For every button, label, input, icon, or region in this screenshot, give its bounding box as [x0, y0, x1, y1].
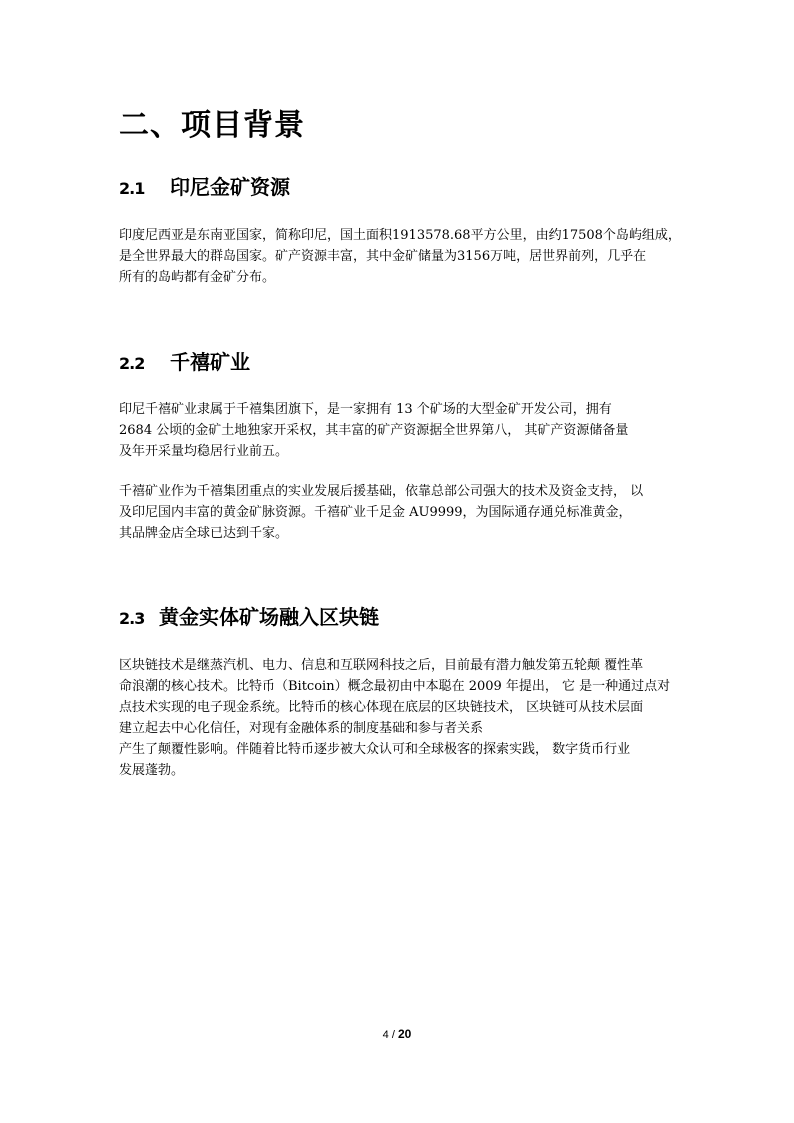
text-line: 2684 公顷的金矿土地独家开采权，其丰富的矿产资源据全世界第八， 其矿产资源储备量 — [119, 423, 629, 438]
section-title: 千禧矿业 — [170, 350, 250, 374]
section-heading-2-3 — [119, 603, 379, 633]
section-title: 印尼金矿资源 — [170, 175, 290, 199]
text-line: 建立起去中心化信任，对现有金融体系的制度基础和参与者关系 — [119, 721, 484, 736]
paragraph — [119, 399, 709, 462]
paragraph — [119, 225, 709, 288]
text-line: 发展蓬勃。 — [119, 763, 185, 778]
text-line: 千禧矿业作为千禧集团重点的实业发展后援基础，依靠总部公司强大的技术及资金支持， 以 — [119, 484, 644, 499]
text-line: 所有的岛屿都有金矿分布。 — [119, 270, 276, 285]
paragraph — [119, 655, 709, 781]
text-line: 产生了颠覆性影响。伴随着比特币逐步被大众认可和全球极客的探索实践， 数字货币行业 — [119, 742, 631, 757]
text-line: 及印尼国内丰富的黄金矿脉资源。千禧矿业千足金 AU9999，为国际通存通兑标准黄金， — [119, 505, 632, 520]
section-number: 2.2 — [119, 354, 145, 373]
page-total: 20 — [397, 1027, 412, 1041]
section-number: 2.1 — [119, 179, 145, 198]
page-current: 4 — [382, 1029, 389, 1041]
section-number: 2.3 — [119, 609, 145, 628]
text-line: 印尼千禧矿业隶属于千禧集团旗下，是一家拥有 13 个矿场的大型金矿开发公司，拥有 — [119, 402, 612, 417]
section-title: 黄金实体矿场融入区块链 — [159, 605, 379, 629]
page-separator: / — [388, 1029, 398, 1041]
section-heading-2-1 — [119, 173, 290, 203]
section-heading-2-2 — [119, 348, 250, 378]
page-heading: 二、项目背景 — [119, 108, 305, 143]
text-line: 区块链技术是继蒸汽机、电力、信息和互联网科技之后，目前最有潜力触发第五轮颠 覆性革 — [119, 658, 644, 673]
text-line: 点技术实现的电子现金系统。比特币的核心体现在底层的区块链技术， 区块链可从技术层面 — [119, 700, 644, 715]
page-number — [0, 1027, 794, 1041]
text-line: 印度尼西亚是东南亚国家，简称印尼，国土面积1913578.68平方公里，由约17508个岛屿组成， — [119, 228, 681, 243]
text-line: 是全世界最大的群岛国家。矿产资源丰富，其中金矿储量为3156万吨，居世界前列，几乎在 — [119, 249, 647, 264]
text-line: 及年开采量均稳居行业前五。 — [119, 444, 289, 459]
text-line: 其品牌金店全球已达到千家。 — [119, 526, 289, 541]
text-line: 命浪潮的核心技术。比特币（Bitcoin）概念最初由中本聪在 2009 年提出， 它 是一种通过点对 — [119, 679, 671, 694]
paragraph — [119, 481, 709, 544]
